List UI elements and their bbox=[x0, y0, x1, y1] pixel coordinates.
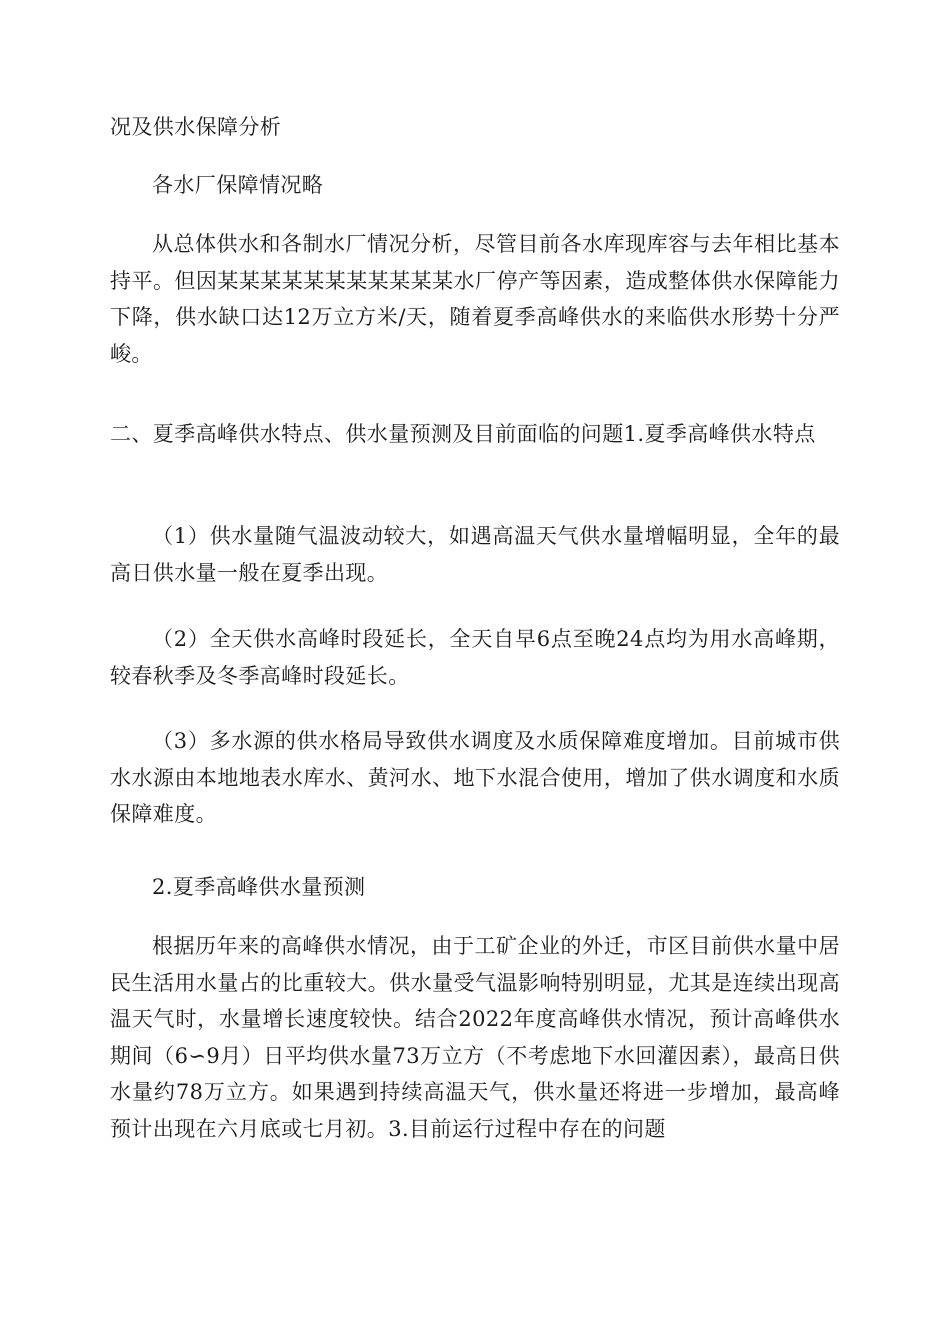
paragraph-overall-analysis: 从总体供水和各制水厂情况分析，尽管目前各水库现库容与去年相比基本持平。但因某某某某某某某某某某某水厂停产等因素，造成整体供水保障能力下降，供水缺口达12万立方米/天，随着夏季高峰供水的来临供水形势十分严峻。 bbox=[110, 232, 840, 366]
paragraph-forecast-heading: 2.夏季高峰供水量预测 bbox=[152, 875, 366, 899]
paragraph-section-two-heading: 二、夏季高峰供水特点、供水量预测及目前面临的问题1.夏季高峰供水特点 bbox=[110, 422, 816, 446]
paragraph-water-plants-note: 各水厂保障情况略 bbox=[152, 173, 324, 197]
paragraph-item-2: （2）全天供水高峰时段延长，全天自早6点至晚24点均为用水高峰期，较春秋季及冬季高峰时段延长。 bbox=[110, 627, 840, 688]
paragraph-item-1: （1）供水量随气温波动较大，如遇高温天气供水量增幅明显，全年的最高日供水量一般在夏季出现。 bbox=[110, 524, 840, 585]
paragraph-forecast-body: 根据历年来的高峰供水情况，由于工矿企业的外迁，市区目前供水量中居民生活用水量占的比重较大。供水量受气温影响特别明显，尤其是连续出现高温天气时，水量增长速度较快。结合2022年度高峰供水情况，预计高峰供水期间（6∽9月）日平均供水量73万立方（不考虑地下水回灌因素），最高日供水量约78万立方。如果遇到持续高温天气，供水量还将进一步增加，最高峰预计出现在六月底或七月初。3.目前运行过程中存在的问题 bbox=[110, 934, 840, 1141]
paragraph-heading-continuation: 况及供水保障分析 bbox=[110, 115, 282, 139]
paragraph-item-3: （3）多水源的供水格局导致供水调度及水质保障难度增加。目前城市供水水源由本地地表水库水、黄河水、地下水混合使用，增加了供水调度和水质保障难度。 bbox=[110, 729, 840, 826]
